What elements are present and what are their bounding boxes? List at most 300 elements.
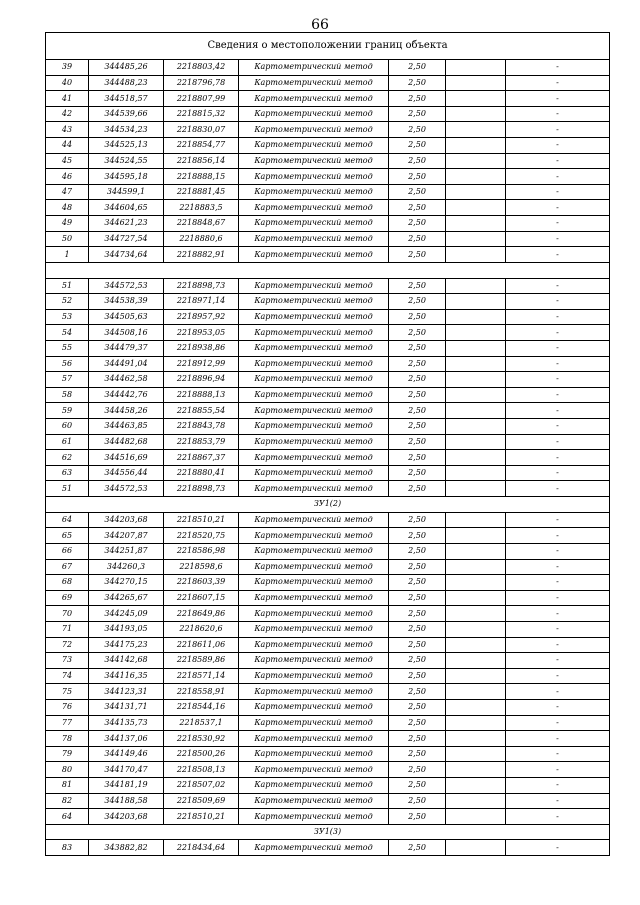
accuracy: 2,50: [389, 200, 446, 216]
coord-x: 344245,09: [89, 606, 164, 622]
method: Картометрический метод: [239, 699, 389, 715]
empty-cell: [446, 699, 506, 715]
table-title: Сведения о местоположении границ объекта: [46, 33, 610, 60]
empty-cell: [446, 637, 506, 653]
coord-y: 2218607,15: [164, 590, 239, 606]
table-row: [46, 75, 610, 91]
dash: -: [506, 746, 610, 762]
table-row: [46, 481, 610, 497]
table-row: [46, 840, 610, 856]
dash: -: [506, 356, 610, 372]
empty-cell: [446, 653, 506, 669]
table-row: [46, 106, 610, 122]
empty-cell: [446, 184, 506, 200]
accuracy: 2,50: [389, 762, 446, 778]
point-number: 70: [46, 606, 89, 622]
point-number: 81: [46, 778, 89, 794]
coord-x: 344181,19: [89, 778, 164, 794]
point-number: 60: [46, 419, 89, 435]
empty-cell: [446, 309, 506, 325]
empty-cell: [446, 575, 506, 591]
method: Картометрический метод: [239, 138, 389, 154]
table-row: [46, 403, 610, 419]
point-number: 39: [46, 60, 89, 76]
coord-x: 344260,3: [89, 559, 164, 575]
table-row: [46, 559, 610, 575]
coord-x: 344524,55: [89, 153, 164, 169]
empty-cell: [446, 793, 506, 809]
table-row: [46, 543, 610, 559]
coord-y: 2218611,06: [164, 637, 239, 653]
table-row: [46, 528, 610, 544]
coord-y: 2218848,67: [164, 216, 239, 232]
method: Картометрический метод: [239, 809, 389, 825]
method: Картометрический метод: [239, 465, 389, 481]
empty-cell: [446, 731, 506, 747]
method: Картометрический метод: [239, 106, 389, 122]
empty-cell: [446, 450, 506, 466]
dash: -: [506, 294, 610, 310]
method: Картометрический метод: [239, 294, 389, 310]
empty-cell: [446, 60, 506, 76]
method: Картометрический метод: [239, 60, 389, 76]
method: Картометрический метод: [239, 637, 389, 653]
empty-cell: [446, 231, 506, 247]
empty-cell: [446, 778, 506, 794]
table-row: [46, 169, 610, 185]
dash: -: [506, 153, 610, 169]
method: Картометрический метод: [239, 340, 389, 356]
accuracy: 2,50: [389, 668, 446, 684]
method: Картометрический метод: [239, 434, 389, 450]
method: Картометрический метод: [239, 762, 389, 778]
accuracy: 2,50: [389, 216, 446, 232]
table-row: [46, 325, 610, 341]
coord-x: 344463,85: [89, 419, 164, 435]
coord-x: 344135,73: [89, 715, 164, 731]
accuracy: 2,50: [389, 122, 446, 138]
point-number: 62: [46, 450, 89, 466]
accuracy: 2,50: [389, 278, 446, 294]
coord-x: 344207,87: [89, 528, 164, 544]
point-number: 58: [46, 387, 89, 403]
empty-cell: [446, 840, 506, 856]
dash: -: [506, 465, 610, 481]
coord-x: 344462,58: [89, 372, 164, 388]
accuracy: 2,50: [389, 450, 446, 466]
method: Картометрический метод: [239, 184, 389, 200]
dash: -: [506, 184, 610, 200]
dash: -: [506, 91, 610, 107]
table-row: [46, 200, 610, 216]
point-number: 75: [46, 684, 89, 700]
dash: -: [506, 372, 610, 388]
empty-cell: [446, 684, 506, 700]
accuracy: 2,50: [389, 247, 446, 263]
point-number: 46: [46, 169, 89, 185]
dash: -: [506, 621, 610, 637]
table-row: [46, 762, 610, 778]
dash: -: [506, 684, 610, 700]
accuracy: 2,50: [389, 590, 446, 606]
table-row: [46, 184, 610, 200]
coord-x: 344534,23: [89, 122, 164, 138]
coord-y: 2218898,73: [164, 481, 239, 497]
table-row: [46, 309, 610, 325]
method: Картометрический метод: [239, 75, 389, 91]
empty-cell: [446, 200, 506, 216]
point-number: 63: [46, 465, 89, 481]
dash: -: [506, 528, 610, 544]
accuracy: 2,50: [389, 231, 446, 247]
coord-x: 344131,71: [89, 699, 164, 715]
dash: -: [506, 543, 610, 559]
section-label: ЗУ1(3): [46, 824, 610, 840]
coord-x: 344479,37: [89, 340, 164, 356]
dash: -: [506, 715, 610, 731]
accuracy: 2,50: [389, 637, 446, 653]
point-number: 45: [46, 153, 89, 169]
dash: -: [506, 434, 610, 450]
empty-cell: [446, 278, 506, 294]
table-row: [46, 356, 610, 372]
coord-x: 344539,66: [89, 106, 164, 122]
method: Картометрический метод: [239, 778, 389, 794]
accuracy: 2,50: [389, 153, 446, 169]
coord-y: 2218571,14: [164, 668, 239, 684]
accuracy: 2,50: [389, 294, 446, 310]
dash: -: [506, 653, 610, 669]
method: Картометрический метод: [239, 216, 389, 232]
table-row: [46, 809, 610, 825]
dash: -: [506, 60, 610, 76]
coord-y: 2218589,86: [164, 653, 239, 669]
dash: -: [506, 247, 610, 263]
method: Картометрический метод: [239, 559, 389, 575]
empty-cell: [446, 387, 506, 403]
table-row: [46, 122, 610, 138]
dash: -: [506, 559, 610, 575]
method: Картометрический метод: [239, 653, 389, 669]
coord-y: 2218898,73: [164, 278, 239, 294]
empty-cell: [446, 138, 506, 154]
accuracy: 2,50: [389, 559, 446, 575]
point-number: 52: [46, 294, 89, 310]
coord-x: 344525,13: [89, 138, 164, 154]
coord-x: 344599,1: [89, 184, 164, 200]
coord-y: 2218830,07: [164, 122, 239, 138]
table-row: [46, 606, 610, 622]
coord-x: 344621,23: [89, 216, 164, 232]
dash: -: [506, 278, 610, 294]
accuracy: 2,50: [389, 372, 446, 388]
table-row: [46, 621, 610, 637]
dash: -: [506, 75, 610, 91]
empty-cell: [446, 528, 506, 544]
accuracy: 2,50: [389, 169, 446, 185]
point-number: 72: [46, 637, 89, 653]
accuracy: 2,50: [389, 387, 446, 403]
method: Картометрический метод: [239, 590, 389, 606]
table-row: [46, 387, 610, 403]
table-row: [46, 668, 610, 684]
point-number: 82: [46, 793, 89, 809]
empty-cell: [446, 746, 506, 762]
empty-cell: [446, 294, 506, 310]
coord-y: 2218888,15: [164, 169, 239, 185]
table-row: [46, 684, 610, 700]
empty-cell: [446, 762, 506, 778]
table-row: [46, 637, 610, 653]
coord-y: 2218953,05: [164, 325, 239, 341]
coord-x: 344482,68: [89, 434, 164, 450]
coord-y: 2218971,14: [164, 294, 239, 310]
coord-x: 344604,65: [89, 200, 164, 216]
coord-y: 2218880,6: [164, 231, 239, 247]
accuracy: 2,50: [389, 106, 446, 122]
accuracy: 2,50: [389, 684, 446, 700]
point-number: 40: [46, 75, 89, 91]
dash: -: [506, 637, 610, 653]
accuracy: 2,50: [389, 356, 446, 372]
point-number: 69: [46, 590, 89, 606]
coord-y: 2218912,99: [164, 356, 239, 372]
empty-cell: [446, 169, 506, 185]
coord-x: 344505,63: [89, 309, 164, 325]
method: Картометрический метод: [239, 387, 389, 403]
dash: -: [506, 340, 610, 356]
table-row: [46, 575, 610, 591]
coord-y: 2218603,39: [164, 575, 239, 591]
table-row: [46, 512, 610, 528]
dash: -: [506, 575, 610, 591]
section-row: [46, 497, 610, 513]
page-number: 66: [311, 17, 329, 33]
table-row: [46, 746, 610, 762]
table-row: [46, 340, 610, 356]
coord-x: 344123,31: [89, 684, 164, 700]
method: Картометрический метод: [239, 200, 389, 216]
coord-y: 2218883,5: [164, 200, 239, 216]
table-row: [46, 247, 610, 263]
empty-cell: [446, 106, 506, 122]
table-row: [46, 231, 610, 247]
point-number: 41: [46, 91, 89, 107]
accuracy: 2,50: [389, 403, 446, 419]
point-number: 74: [46, 668, 89, 684]
accuracy: 2,50: [389, 309, 446, 325]
dash: -: [506, 450, 610, 466]
table-row: [46, 793, 610, 809]
empty-cell: [446, 340, 506, 356]
method: Картометрический метод: [239, 231, 389, 247]
accuracy: 2,50: [389, 809, 446, 825]
method: Картометрический метод: [239, 684, 389, 700]
coord-x: 344458,26: [89, 403, 164, 419]
coord-x: 344193,05: [89, 621, 164, 637]
dash: -: [506, 606, 610, 622]
method: Картометрический метод: [239, 403, 389, 419]
method: Картометрический метод: [239, 715, 389, 731]
coord-y: 2218586,98: [164, 543, 239, 559]
blank-cell: [46, 262, 610, 278]
accuracy: 2,50: [389, 793, 446, 809]
point-number: 56: [46, 356, 89, 372]
accuracy: 2,50: [389, 434, 446, 450]
dash: -: [506, 668, 610, 684]
empty-cell: [446, 543, 506, 559]
point-number: 50: [46, 231, 89, 247]
point-number: 57: [46, 372, 89, 388]
point-number: 43: [46, 122, 89, 138]
empty-cell: [446, 153, 506, 169]
method: Картометрический метод: [239, 840, 389, 856]
dash: -: [506, 231, 610, 247]
coord-y: 2218507,02: [164, 778, 239, 794]
empty-cell: [446, 75, 506, 91]
accuracy: 2,50: [389, 481, 446, 497]
dash: -: [506, 809, 610, 825]
empty-cell: [446, 809, 506, 825]
dash: -: [506, 122, 610, 138]
coord-x: 344572,53: [89, 481, 164, 497]
coord-y: 2218598,6: [164, 559, 239, 575]
accuracy: 2,50: [389, 653, 446, 669]
coord-y: 2218882,91: [164, 247, 239, 263]
accuracy: 2,50: [389, 325, 446, 341]
empty-cell: [446, 419, 506, 435]
empty-cell: [446, 465, 506, 481]
blank-row: [46, 262, 610, 278]
point-number: 48: [46, 200, 89, 216]
coord-x: 344142,68: [89, 653, 164, 669]
dash: -: [506, 699, 610, 715]
coord-y: 2218510,21: [164, 809, 239, 825]
coord-x: 344595,18: [89, 169, 164, 185]
method: Картометрический метод: [239, 356, 389, 372]
method: Картометрический метод: [239, 575, 389, 591]
coord-x: 344137,06: [89, 731, 164, 747]
method: Картометрический метод: [239, 731, 389, 747]
coord-y: 2218867,37: [164, 450, 239, 466]
coord-x: 344270,15: [89, 575, 164, 591]
method: Картометрический метод: [239, 153, 389, 169]
accuracy: 2,50: [389, 340, 446, 356]
section-row: [46, 824, 610, 840]
coord-x: 344488,23: [89, 75, 164, 91]
accuracy: 2,50: [389, 575, 446, 591]
point-number: 51: [46, 481, 89, 497]
table-row: [46, 216, 610, 232]
coord-y: 2218896,94: [164, 372, 239, 388]
coord-y: 2218803,42: [164, 60, 239, 76]
table-title-row: [46, 33, 610, 60]
coord-x: 344485,26: [89, 60, 164, 76]
method: Картометрический метод: [239, 793, 389, 809]
table-row: [46, 465, 610, 481]
table-row: [46, 434, 610, 450]
method: Картометрический метод: [239, 528, 389, 544]
accuracy: 2,50: [389, 840, 446, 856]
coord-y: 2218530,92: [164, 731, 239, 747]
coord-x: 344538,39: [89, 294, 164, 310]
empty-cell: [446, 403, 506, 419]
dash: -: [506, 309, 610, 325]
point-number: 77: [46, 715, 89, 731]
accuracy: 2,50: [389, 91, 446, 107]
method: Картометрический метод: [239, 512, 389, 528]
coord-x: 344203,68: [89, 809, 164, 825]
method: Картометрический метод: [239, 169, 389, 185]
dash: -: [506, 200, 610, 216]
coord-x: 344175,23: [89, 637, 164, 653]
dash: -: [506, 481, 610, 497]
coord-y: 2218843,78: [164, 419, 239, 435]
accuracy: 2,50: [389, 138, 446, 154]
point-number: 80: [46, 762, 89, 778]
coord-x: 344149,46: [89, 746, 164, 762]
method: Картометрический метод: [239, 746, 389, 762]
table-row: [46, 419, 610, 435]
coord-y: 2218880,41: [164, 465, 239, 481]
accuracy: 2,50: [389, 715, 446, 731]
dash: -: [506, 512, 610, 528]
coord-x: 344170,47: [89, 762, 164, 778]
coord-y: 2218520,75: [164, 528, 239, 544]
point-number: 83: [46, 840, 89, 856]
empty-cell: [446, 216, 506, 232]
accuracy: 2,50: [389, 746, 446, 762]
point-number: 42: [46, 106, 89, 122]
coord-y: 2218853,79: [164, 434, 239, 450]
method: Картометрический метод: [239, 278, 389, 294]
table-row: [46, 715, 610, 731]
coord-y: 2218537,1: [164, 715, 239, 731]
accuracy: 2,50: [389, 778, 446, 794]
empty-cell: [446, 91, 506, 107]
accuracy: 2,50: [389, 621, 446, 637]
accuracy: 2,50: [389, 419, 446, 435]
dash: -: [506, 793, 610, 809]
coord-y: 2218508,13: [164, 762, 239, 778]
point-number: 71: [46, 621, 89, 637]
method: Картометрический метод: [239, 450, 389, 466]
empty-cell: [446, 606, 506, 622]
method: Картометрический метод: [239, 419, 389, 435]
table-row: [46, 731, 610, 747]
accuracy: 2,50: [389, 60, 446, 76]
table-row: [46, 278, 610, 294]
table-row: [46, 653, 610, 669]
accuracy: 2,50: [389, 184, 446, 200]
coord-x: 343882,82: [89, 840, 164, 856]
accuracy: 2,50: [389, 699, 446, 715]
method: Картометрический метод: [239, 543, 389, 559]
method: Картометрический метод: [239, 481, 389, 497]
coord-y: 2218544,16: [164, 699, 239, 715]
point-number: 49: [46, 216, 89, 232]
section-label: ЗУ1(2): [46, 497, 610, 513]
coord-x: 344727,54: [89, 231, 164, 247]
empty-cell: [446, 372, 506, 388]
accuracy: 2,50: [389, 606, 446, 622]
coord-y: 2218888,13: [164, 387, 239, 403]
point-number: 64: [46, 809, 89, 825]
point-number: 59: [46, 403, 89, 419]
dash: -: [506, 778, 610, 794]
table-row: [46, 450, 610, 466]
dash: -: [506, 762, 610, 778]
